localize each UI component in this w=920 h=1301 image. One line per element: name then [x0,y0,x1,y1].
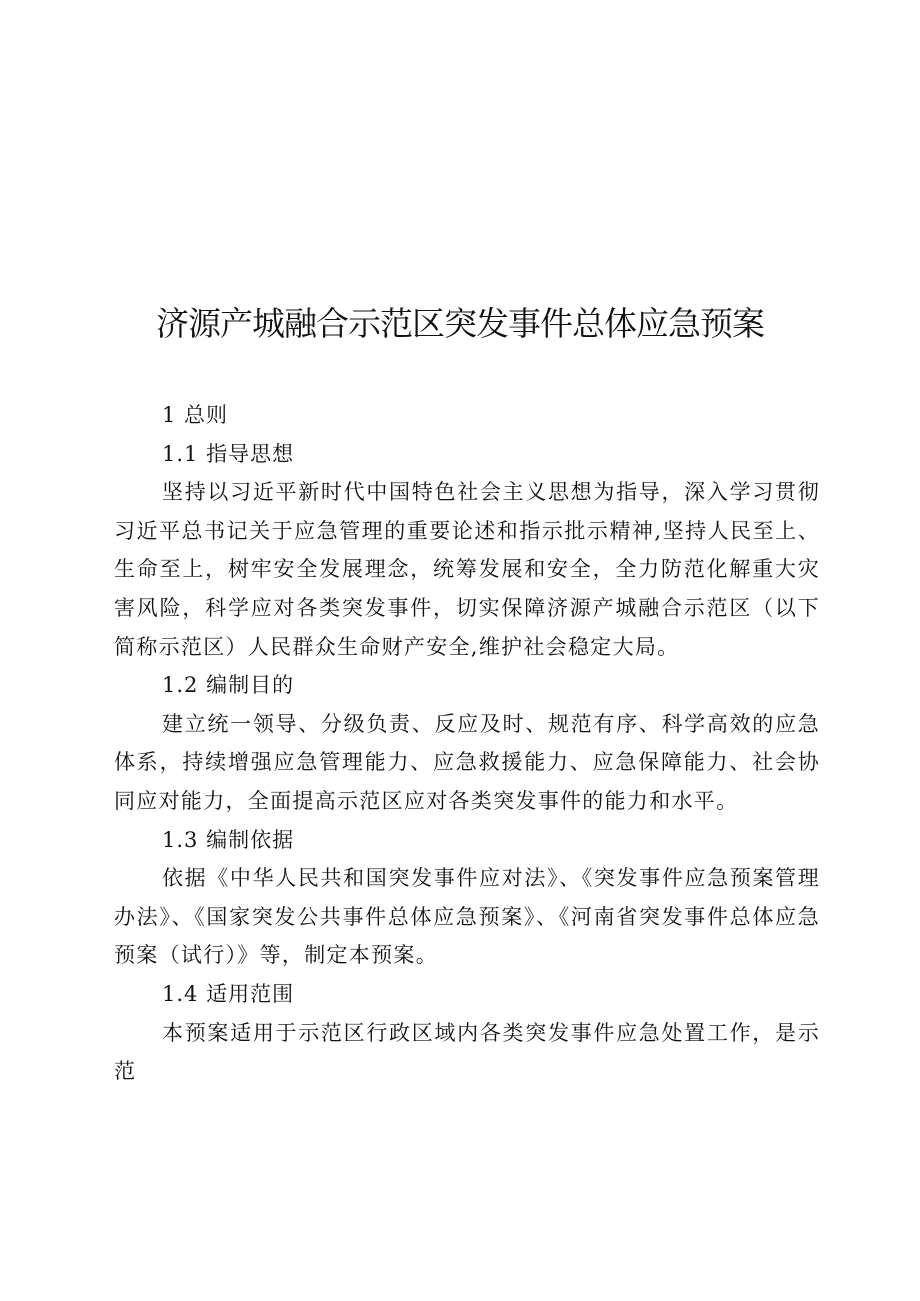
section-heading-general: 1 总则 [162,403,229,427]
section-heading-basis: 1.3 编制依据 [162,827,295,852]
section-heading-purpose: 1.2 编制目的 [162,673,295,698]
paragraph-purpose: 建立统一领导、分级负责、反应及时、规范有序、科学高效的应急体系，持续增强应急管理能力、应急救援能力、应急保障能力、社会协同应对能力，全面提高示范区应对各类突发事件的能力和水平。 [114,711,820,813]
paragraph-guiding-ideology: 坚持以习近平新时代中国特色社会主义思想为指导，深入学习贯彻习近平总书记关于应急管理的重要论述和指示批示精神,坚持人民至上、生命至上，树牢安全发展理念，统筹发展和安全，全力防范化解重大灾害风险，科学应对各类突发事件，切实保障济源产城融合示范区（以下简称示范区）人民群众生命财产安全,维护社会稳定大局。 [114,480,820,659]
paragraph-basis: 依据《中华人民共和国突发事件应对法》、《突发事件应急预案管理办法》、《国家突发公共事件总体应急预案》、《河南省突发事件总体应急预案（试行）》等，制定本预案。 [114,866,820,968]
paragraph-scope: 本预案适用于示范区行政区域内各类突发事件应急处置工作，是示范 [114,1020,820,1084]
document-body [114,396,820,1091]
section-heading-scope: 1.4 适用范围 [162,981,295,1006]
document-title: 济源产城融合示范区突发事件总体应急预案 [156,304,764,343]
section-heading-guiding-ideology: 1.1 指导思想 [162,441,295,466]
